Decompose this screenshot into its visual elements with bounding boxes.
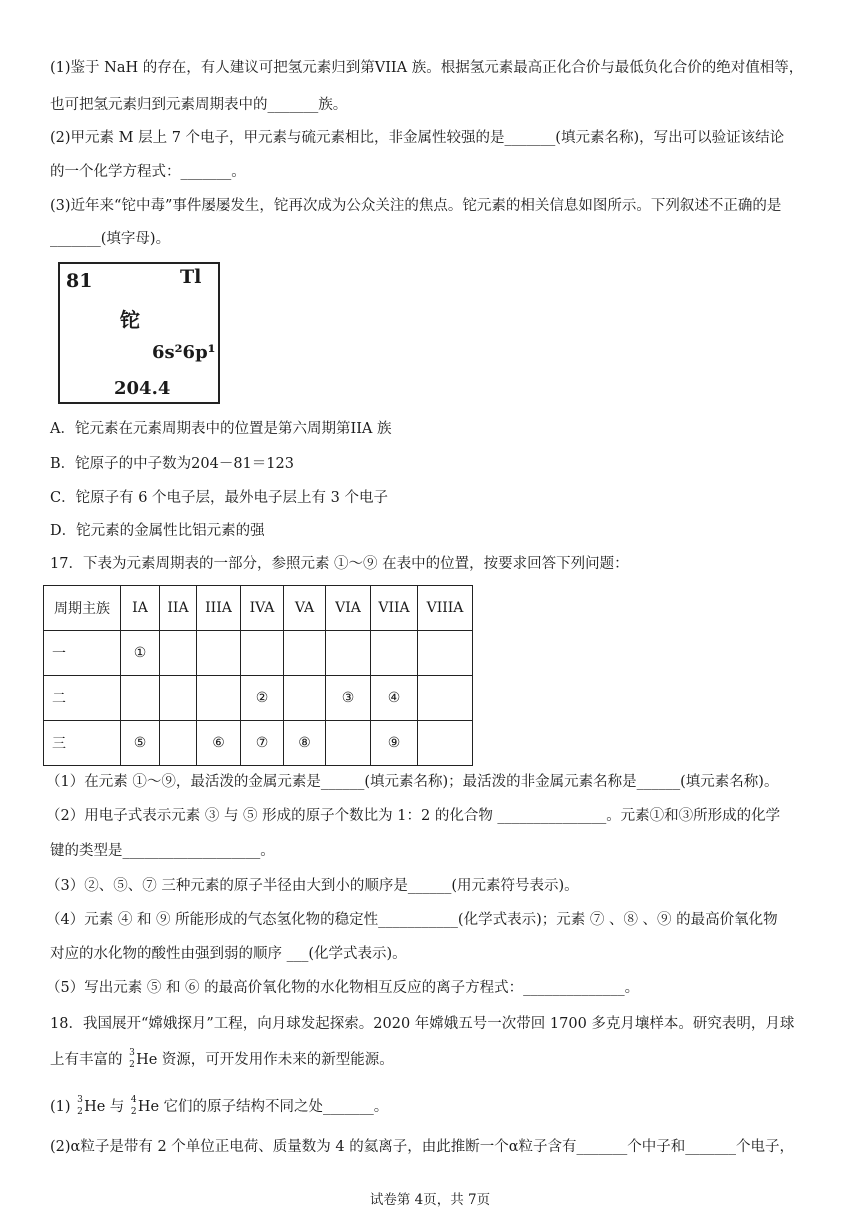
table-cell: ④ (371, 676, 418, 721)
isotope-symbol: He (137, 1099, 160, 1115)
table-cell: 一 (44, 631, 121, 676)
isotope-symbol: He (136, 1052, 158, 1068)
option-a: A．铊元素在元素周期表中的位置是第六周期第IIA 族 (50, 421, 392, 437)
table-cell: ⑤ (121, 721, 160, 766)
table-cell: ⑥ (197, 721, 241, 766)
table-row (44, 721, 473, 766)
q18-text: 与 (109, 1099, 125, 1115)
table-cell (284, 631, 326, 676)
table-cell: ⑦ (241, 721, 284, 766)
table-row (44, 676, 473, 721)
table-cell (197, 631, 241, 676)
isotope-he3 (75, 1097, 105, 1117)
isotope-he4 (129, 1097, 159, 1117)
q17-intro: 17．下表为元素周期表的一部分，参照元素 ①～⑨ 在表中的位置，按要求回答下列问题： (50, 556, 629, 572)
isotope-z: 2 (130, 1107, 137, 1117)
q17-sub-2-cont: 键的类型是___________________。 (50, 843, 275, 859)
q18-text: 上有丰富的 (50, 1052, 123, 1068)
q17-sub-1: （1）在元素 ①～⑨，最活泼的金属元素是______(填元素名称)；最活泼的非金属元素名称是______(填元素名称)。 (46, 774, 779, 790)
header-cell: VA (284, 586, 326, 631)
atomic-number: 81 (66, 270, 93, 292)
table-cell (326, 631, 371, 676)
q17-sub-2: （2）用电子式表示元素 ③ 与 ⑤ 形成的原子个数比为 1：2 的化合物 _______________。元素①和③所形成的化学 (46, 808, 781, 824)
q16-text-line-1: (1)鉴于 NaH 的存在，有人建议可把氢元素归到第VIIA 族。根据氢元素最高正化合价与最低负化合价的绝对值相等， (50, 60, 804, 76)
header-cell: IA (121, 586, 160, 631)
table-cell (284, 676, 326, 721)
table-cell (326, 721, 371, 766)
table-cell: 二 (44, 676, 121, 721)
table-cell (418, 676, 473, 721)
table-cell (371, 631, 418, 676)
table-cell: ⑨ (371, 721, 418, 766)
q18-sub-1 (50, 1097, 388, 1117)
element-name: 铊 (120, 308, 140, 332)
q18-sub-2: (2)α粒子是带有 2 个单位正电荷、质量数为 4 的氦离子，由此推断一个α粒子含有_______个中子和_______个电子， (50, 1139, 795, 1155)
q17-sub-3: （3）②、⑤、⑦ 三种元素的原子半径由大到小的顺序是______(用元素符号表示)。 (46, 878, 579, 894)
q16-text-line-4: 的一个化学方程式：_______。 (50, 164, 246, 180)
option-b: B．铊原子的中子数为204－81＝123 (50, 456, 294, 472)
table-row (44, 631, 473, 676)
option-d: D．铊元素的金属性比铝元素的强 (50, 523, 265, 539)
q18-text: 资源，可开发用作未来的新型能源。 (161, 1052, 394, 1068)
table-cell: 三 (44, 721, 121, 766)
q18-intro-cont (50, 1050, 394, 1070)
q18-intro: 18．我国展开“嫦娥探月”工程，向月球发起探索。2020 年嫦娥五号一次带回 1700 多克月壤样本。研究表明，月球 (50, 1016, 795, 1032)
q17-sub-5: （5）写出元素 ⑤ 和 ⑥ 的最高价氧化物的水化物相互反应的离子方程式：______________。 (46, 980, 640, 996)
header-cell: IIA (160, 586, 197, 631)
q17-sub-4: （4）元素 ④ 和 ⑨ 所能形成的气态氢化物的稳定性___________(化学式表示)；元素 ⑦ 、⑧ 、⑨ 的最高价氧化物 (46, 912, 778, 928)
table-cell (418, 721, 473, 766)
page-footer: 试卷第 4页，共 7页 (369, 1192, 491, 1208)
table-cell (197, 676, 241, 721)
header-cell: IIIA (197, 586, 241, 631)
periodic-table-excerpt (43, 585, 473, 766)
header-cell: VIIIA (418, 586, 473, 631)
option-c: C．铊原子有 6 个电子层，最外电子层上有 3 个电子 (50, 490, 388, 506)
q18-text: (1) (50, 1099, 71, 1115)
header-cell: 周期主族 (44, 586, 121, 631)
isotope-mass: 3 (129, 1048, 135, 1058)
atomic-mass: 204.4 (114, 378, 171, 399)
header-cell: VIA (326, 586, 371, 631)
element-symbol: Tl (180, 266, 202, 288)
isotope-mass: 3 (77, 1095, 83, 1105)
table-cell: ⑧ (284, 721, 326, 766)
q17-sub-4-cont: 对应的水化物的酸性由强到弱的顺序 ___(化学式表示)。 (50, 946, 407, 962)
table-cell: ③ (326, 676, 371, 721)
table-cell (241, 631, 284, 676)
electron-config: 6s²6p¹ (152, 342, 216, 363)
element-card-thallium (58, 262, 220, 404)
table-cell: ② (241, 676, 284, 721)
header-cell: VIIA (371, 586, 418, 631)
header-cell: IVA (241, 586, 284, 631)
q16-text-line-3: (2)甲元素 M 层上 7 个电子，甲元素与硫元素相比，非金属性较强的是_______(填元素名称)，写出可以验证该结论 (50, 130, 785, 146)
table-cell (121, 676, 160, 721)
q16-text-line-5: (3)近年来“铊中毒”事件屡屡发生，铊再次成为公众关注的焦点。铊元素的相关信息如图所示。下列叙述不正确的是 (50, 198, 782, 214)
table-header-row (44, 586, 473, 631)
isotope-mass: 4 (130, 1095, 137, 1105)
isotope-z: 2 (129, 1060, 135, 1070)
table-cell: ① (121, 631, 160, 676)
isotope-z: 2 (77, 1107, 83, 1117)
table-cell (418, 631, 473, 676)
q16-text-line-2: 也可把氢元素归到元素周期表中的_______族。 (50, 97, 348, 113)
table-cell (160, 721, 197, 766)
q16-text-line-6: _______(填字母)。 (50, 231, 171, 247)
isotope-he3 (127, 1050, 157, 1070)
table-cell (160, 631, 197, 676)
isotope-symbol: He (84, 1099, 106, 1115)
table-cell (160, 676, 197, 721)
q18-text: 它们的原子结构不同之处_______。 (163, 1099, 389, 1115)
